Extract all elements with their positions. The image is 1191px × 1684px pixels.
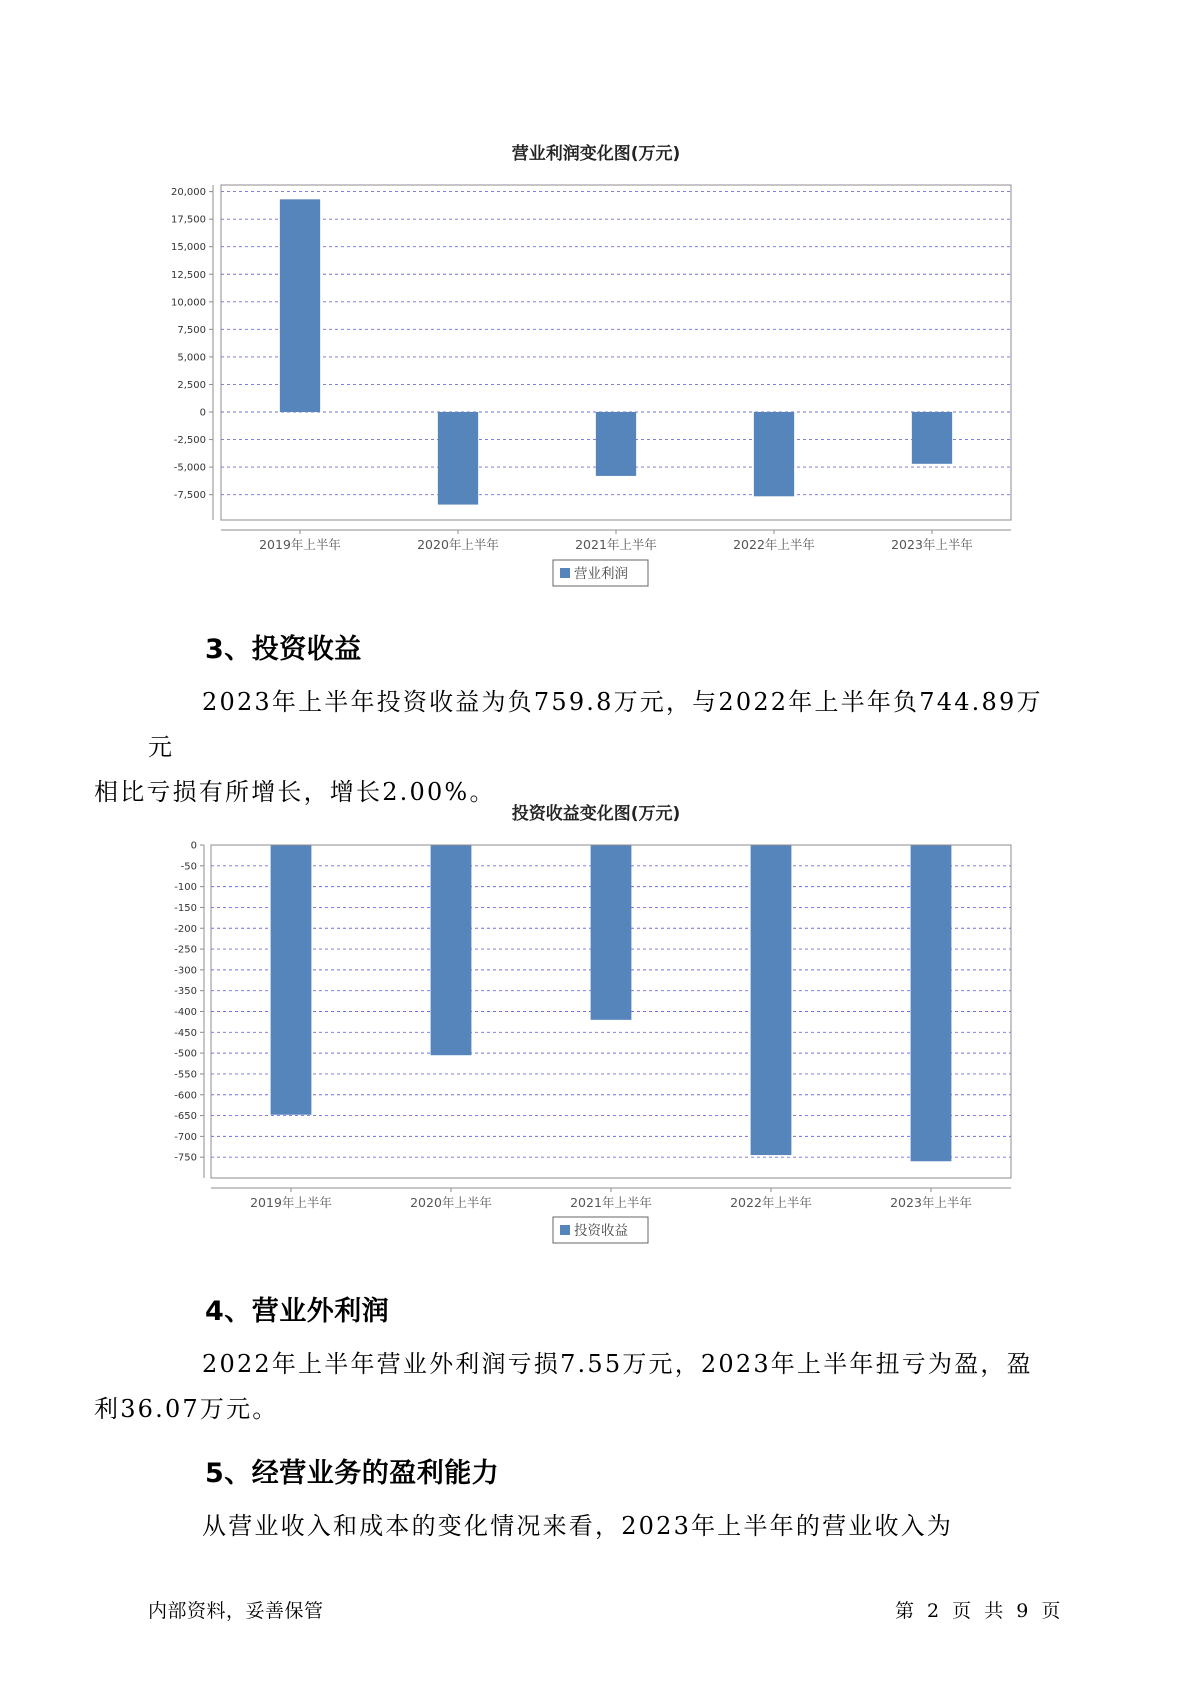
y-tick-label: -150 <box>174 902 197 914</box>
x-tick-label: 2021年上半年 <box>570 1195 652 1210</box>
bar <box>912 412 952 464</box>
y-tick-label: 10,000 <box>171 297 206 309</box>
y-tick-label: 0 <box>199 407 206 419</box>
y-tick-label: 15,000 <box>171 242 206 254</box>
y-tick-label: 7,500 <box>177 324 206 336</box>
x-tick-label: 2020年上半年 <box>410 1195 492 1210</box>
y-tick-label: -400 <box>174 1007 197 1018</box>
y-tick-label: -550 <box>174 1069 197 1081</box>
y-tick-label: -600 <box>174 1090 197 1102</box>
x-tick-label: 2021年上半年 <box>575 537 657 552</box>
footer-confidential-note: 内部资料，妥善保管 <box>148 1600 324 1622</box>
y-tick-label: -100 <box>174 882 197 894</box>
paragraph-line: 2023年上半年投资收益为负759.8万元，与2022年上半年负744.89万元 <box>148 688 1043 761</box>
y-tick-label: -350 <box>174 986 197 998</box>
section-heading: 4、营业外利润 <box>205 1296 390 1327</box>
bar <box>751 845 792 1155</box>
legend-label: 投资收益 <box>574 1223 628 1239</box>
y-tick-label: -750 <box>174 1152 197 1164</box>
bar <box>591 845 632 1020</box>
y-tick-label: 20,000 <box>171 187 206 199</box>
operating-profit-chart <box>0 130 1191 600</box>
x-tick-label: 2023年上半年 <box>891 537 973 552</box>
y-tick-label: -700 <box>174 1131 197 1143</box>
y-tick-label: -50 <box>180 861 197 873</box>
bar <box>438 412 478 505</box>
section-heading: 5、经营业务的盈利能力 <box>205 1458 500 1489</box>
y-tick-label: 17,500 <box>171 214 206 226</box>
legend <box>553 560 648 586</box>
paragraph <box>148 1504 1063 1549</box>
y-tick-label: -500 <box>174 1048 197 1060</box>
bar <box>431 845 472 1055</box>
y-tick-label: -2,500 <box>173 435 206 447</box>
legend <box>553 1217 648 1243</box>
x-tick-label: 2023年上半年 <box>890 1195 972 1210</box>
investment-income-chart-svg <box>0 790 1191 1250</box>
legend-swatch <box>560 568 570 578</box>
legend-swatch <box>560 1225 570 1235</box>
bar <box>596 412 636 476</box>
y-tick-label: -250 <box>174 944 197 956</box>
bar <box>911 845 952 1161</box>
x-tick-label: 2022年上半年 <box>733 537 815 552</box>
y-tick-label: -5,000 <box>173 462 206 474</box>
footer-page-number: 第 2 页 共 9 页 <box>895 1600 1061 1622</box>
paragraph-line: 2022年上半年营业外利润亏损7.55万元，2023年上半年扭亏为盈，盈 <box>202 1350 1033 1378</box>
x-tick-label: 2019年上半年 <box>250 1195 332 1210</box>
paragraph-line: 从营业收入和成本的变化情况来看，2023年上半年的营业收入为 <box>202 1512 954 1540</box>
y-tick-label: 0 <box>190 840 197 852</box>
section-heading: 3、投资收益 <box>205 634 362 665</box>
paragraph-line: 利36.07万元。 <box>94 1395 279 1423</box>
y-tick-label: 5,000 <box>177 352 206 364</box>
x-tick-label: 2022年上半年 <box>730 1195 812 1210</box>
bar <box>754 412 794 496</box>
chart-title: 投资收益变化图(万元) <box>511 804 681 824</box>
y-tick-label: -200 <box>174 923 197 935</box>
paragraph-line: 相比亏损有所增长，增长2.00%。 <box>94 778 496 806</box>
chart-title: 营业利润变化图(万元) <box>511 144 681 164</box>
legend-label: 营业利润 <box>574 566 628 582</box>
y-tick-label: 2,500 <box>177 379 206 391</box>
y-tick-label: -7,500 <box>173 490 206 502</box>
y-tick-label: 12,500 <box>171 269 206 281</box>
operating-profit-chart-svg <box>0 130 1191 600</box>
paragraph <box>94 1342 1063 1432</box>
y-tick-label: -300 <box>174 965 197 977</box>
x-tick-label: 2019年上半年 <box>259 537 341 552</box>
y-tick-label: -650 <box>174 1111 197 1123</box>
investment-income-chart <box>0 790 1191 1250</box>
bar <box>271 845 312 1115</box>
bar <box>280 199 320 412</box>
y-tick-label: -450 <box>174 1027 197 1039</box>
x-tick-label: 2020年上半年 <box>417 537 499 552</box>
